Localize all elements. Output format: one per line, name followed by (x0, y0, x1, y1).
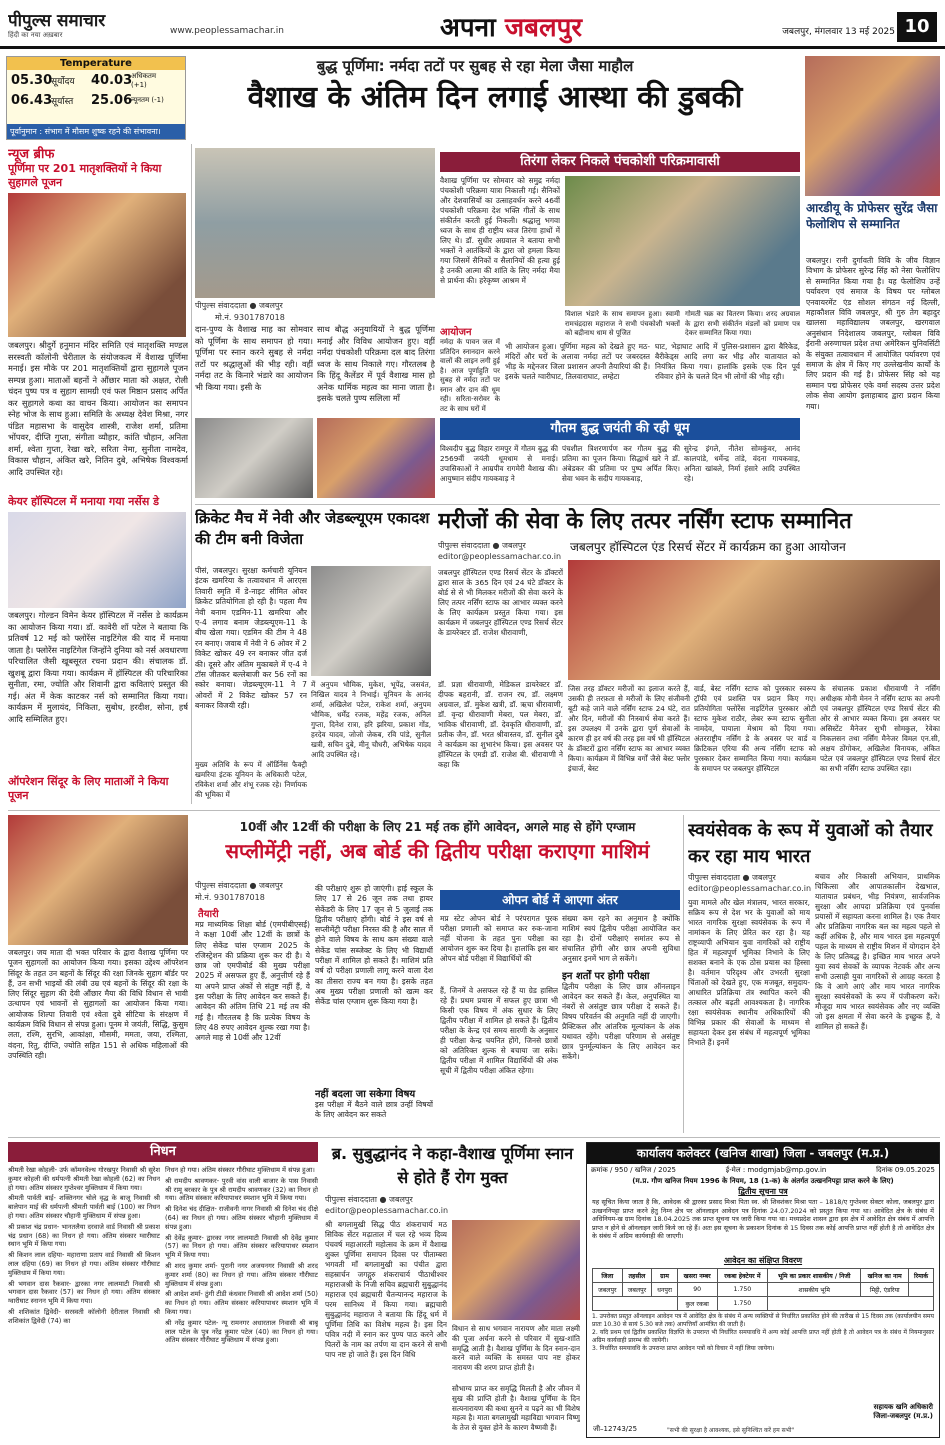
notice-footnote-1: 1. उपरोक्त प्रस्तुत ऑनलाइन आवेदन पत्र में आवेदित क्षेत्र के संबंध में अन्य व्यक्तियों से निर्धारित प्रकाशित होने की तारीख से 15 दिवस तक (कार्यालयीन समय प्रातः 10.30 से सायं 5.30 बजे तक) आपत्तियाँ आमंत्रित की जाती हैं। (592, 1313, 934, 1328)
tiranga-caption-1: विशाल भंडारे के साथ समापन हुआ। स्वामी रामचंद्रदास महाराज ने सभी पंचकोशी भक्तों को बद्रीनाथ धाम से पूजित (565, 310, 680, 337)
nursing-body-3: जिस तरह डॉक्टर मरीजों का इलाज करते हैं, उसकी ही तरफ़ता से मरीजों के लिए संजीवनी बूटी कहे जाने वाले नर्सिंग स्टाफ 24 घंटे, रात और दिन, मरीजों की निःस्वार्थ सेवा करते हैं। इस उपलक्ष्य में उनके द्वारा पूर्ण सेवाओं के कारण ही हर वर्ष की तरह इस वर्ष भी हॉस्पिटल के डॉक्टरों द्वारा नर्सिंग स्टाफ का आभार व्यक्त किया। कार्यक्रम में विभिन्न वर्गों जैसे बेस्ट फ्लोर इंचार्ज, बेस्ट (568, 684, 690, 773)
exam-body-2: की परीक्षाएं शुरू हो जाएंगी। हाई स्कूल के लिए 17 से 26 जून तक तथा हायर सेकेंडरी के लिए 17 जून से 5 जुलाई तक द्वितीय परीक्षाएं होंगी। बोर्ड ने इस वर्ष से सप्लीमेंट्री परीक्षा निरस्त की है और साल में होने वाले विषय के साथ कम संख्या वाले सेकेंड चांस सब्जेक्ट के लिए भी विद्यार्थी परीक्षा में शामिल हो सकते हैं। माशिमं प्रति वर्ष दो परीक्षा प्रणाली लागू करने वाला देश का तीसरा राज्य बन गया है। इसके तहत अब मुख्य परीक्षा प्रणाली को खत्म कर सेकेंड चांस एग्जाम शुरू किया गया है। (315, 884, 433, 1007)
notice-table-cell: मिट्टी, एंडरिया (861, 1283, 909, 1297)
section-city: जबलपुर (504, 13, 583, 43)
temperature-title: Temperature (7, 57, 185, 70)
obituary-item: श्री प्रकाश चंद्र प्रधान- भानतलैया दरवाजे वार्ड निवासी श्री प्रकाश चंद्र प्रधान (68) का निधन हो गया। अंतिम संस्कार ग्वारीघाट स्थान भूमि में किया गया। (8, 1222, 160, 1249)
brief1-body: जबलपुर। श्रीदुर्गे हनुमान मंदिर समिति एवं मातृशक्ति मण्डल सरस्वती कॉलोनी चेरीताल के संयोजकत्व में वैशाख पूर्णिमा मनाई। इस मौके पर 201 मातृशक्तियों द्वारा सुहागले पूजन सम्पन्न हुआ। माताओं बहनों ने औंछार माता को अक्षत, रोली चंदन पुष्प पत्र व सुहाग सामग्री एवं फल मिष्ठान प्रसाद अर्पित कर सुहागले कथा का वाचन किया। आयोजन का समापन स्नेह भोज के साथ हुआ। समिति के अध्यक्ष देवेश मिश्रा, नगर पंडित महासभा के वासुदेव शास्त्री, राजेश शर्मा, प्रतिमा भोंपवर, दीप्ति गुप्ता, संगीता व्यौहार, कांति चौहान, अनिता शर्मा, श्वेता गुप्ता, रेखा खरे, सरिता नेमा, सुनीता नामदेव, विकास चौहान, अंकित खरे, नितिन दुबे, अभिषेक विश्वकर्मा आदि उपस्थित रहे। (8, 340, 188, 477)
obituary-item: श्री शरद कुमार शर्मा- पुरानी नगर अजयनगर निवासी श्री शरद कुमार शर्मा (80) का निधन हो गया। अंतिम संस्कार गौरीघाट मुक्तिधाम में संपन्न हुआ। (165, 1261, 318, 1288)
collector-notice (586, 1142, 940, 1438)
brief3-body: जबलपुर। जय माता दी भक्त परिवार के द्वारा वैशाख पूर्णिमा पर पूजन सुहागलों का आयोजन किया गया। इसका उद्देश्य ऑपरेशन सिंदूर के तहत उन बहनों के सिंदूर की रक्षा जिनके सुहाग बॉर्डर पर हैं, उन सभी भाइयों की लंबी उम्र एवं बहनों के सिंदूर की रक्षा के लिए सिंदूर सुहाग की देवी औंछार मैया की विधि विधान से भावी उत्थापन एवं भावनों से सुहागलों का आयोजन किया गया। आयोजक शिल्पा तिवारी एवं श्वेता दुबे सीटिया के संरक्षण में कार्यक्रम विधि विधान से संपन्न हुआ। पूनम मे जयंती, सिद्धि, कुसुम लता, रश्मि, सुरभि, आकांक्षा, मौसमी, ममता, जया, रश्मिता, वंदना, रितु, दीप्ति, ज्योति सहित 151 से अधिक महिलाओं की उपस्थिति रही। (8, 948, 188, 1060)
notice-table-cell: 1.750 (717, 1283, 768, 1297)
obituary-item: श्री किशन लाल दहिया- महाराणा प्रताप वार्ड निवासी श्री किशन लाल दहिया (69) का निधन हो गया। अंतिम संस्कार गौरीघाट मुक्तिधाम में किया गया। (8, 1251, 160, 1277)
sunset-label: सूर्यास्त (51, 97, 74, 107)
notice-table (592, 1268, 934, 1311)
notice-total-empty (768, 1297, 934, 1311)
tiranga-caption-2: गोमती चक्र का वितरण किया। शरद अग्रवाल के द्वारा सभी संकीर्तन मंडलों को प्रमाण पत्र देकर सम्मानित किया गया। (685, 310, 800, 337)
exam-sub2: इन शर्तों पर होगी परीक्षा (562, 971, 650, 982)
notice-footnote-2: 2. यदि प्रथम एवं द्वितीय प्रकाशित विज्ञप्ति के उपरान्त भी निर्धारित समयावधि में अन्य कोई आपत्ति प्राप्त नहीं होती है तो आवेदन पत्र के संबंध में नियमानुसार अग्रिम कार्यवाही प्रारम्भ की जायेगी। (592, 1329, 934, 1344)
lead-body-3: नर्मदा के पावन जल में प्रतिदिन स्नानदान करने वालों की लाइन लगी हुई है। आज पूर्णाहुति पर सुबह से नर्मदा तटों पर स्नान और दान की धूम रही। सरिता-सरोवर के तट के साथ घरों में (440, 338, 500, 413)
notice-signatory-block (873, 1403, 933, 1421)
subudhanand-headline: ब्र. सुबुद्धानंद ने कहा-वैशाख पूर्णिमा स्नान से होते हैं रोग मुक्त (331, 1144, 574, 1187)
exam-taiyari: तैयारी (198, 909, 219, 920)
maybharat-credit: पीपुल्स संवाददाता ● जबलपुर (688, 873, 776, 882)
notice-table-header: जिला (593, 1269, 623, 1283)
section-title (440, 8, 620, 44)
header-rule (0, 46, 945, 49)
brief3-title: ऑपरेशन सिंदूर के लिए माताओं ने किया पूजन (8, 775, 169, 802)
lead-headline: वैशाख के अंतिम दिन लगाई आस्था की डुबकी (247, 80, 743, 115)
obituary-item: श्रीमती पार्वती बाई- शक्तिनगर चोले वृद्ध के बाजू निवासी श्री बालेपान माई की धर्मपत्नी श्रीमती पार्वती बाई (100) का निधन हो गया। अंतिम संस्कार चौहानी मुक्तिधाम में संपन्न हुआ। (8, 1194, 160, 1220)
notice-table-cell: शासकीय भूमि (768, 1283, 861, 1297)
exam-band: ओपन बोर्ड में आएगा अंतर (440, 890, 680, 910)
nursing-email[interactable]: editor@peoplessamachar.co.in (438, 552, 562, 561)
notice-ref: क्रमांक / 950 / खनिज / 2025 (591, 1166, 676, 1174)
notice-table-title: आवेदन का संक्षिप्त विवरण (723, 1256, 803, 1265)
exam-body-6: द्वितीय परीक्षा के लिए छात्र ऑनलाइन आवेदन कर सकते हैं। केल, अनुपस्थित या नंबरों से असंतुष्ट छात्र परीक्षा दे सकते हैं। विषय परिवर्तन की अनुमति नहीं दी जाएगी। प्रैक्टिकल और आंतरिक मूल्यांकन के अंक यथावत रहेंगे। परीक्षा परिणाम से असंतुष्ट छात्र पुनर्मूल्यांकन के लिए आवेदन कर सकेंगे। (562, 982, 680, 1061)
notice-tagline: "सभी की सुरक्षा है आवश्यक, इसे सुनिश्चित करें हम सभी" (667, 1427, 795, 1434)
notice-table-header: ग्राम (652, 1269, 678, 1283)
lead-kicker: बुद्ध पूर्णिमा: नर्मदा तटों पर सुबह से रहा मेला जैसा माहौल (316, 57, 634, 75)
divider (195, 504, 940, 505)
issue-date: जबलपुर, मंगलवार 13 मई 2025 (782, 27, 895, 37)
max-temp: 40.03 (91, 73, 133, 88)
nursing-body-5: के संचालक प्रकाश धीरावाणी ने नर्सिंग अधीक्षक मोनी मेनन ने नर्सिंग स्टाफ का अपनी एवं जबलपुर हॉस्पिटल एण्ड रिसर्च सेंटर की ओर से आभार व्यक्त किया। इस अवसर पर असिस्टेंट मैनेजर सुभी सोमकुल, रेवेका निकलसन तथा नर्सिंग मैनेजर विमल एन.सी, अक्षय ठोंगोकर, अखिलेश विनायक, अंकित पटेल एवं जबलपुर हॉस्पिटल एण्ड रिसर्च सेंटर का सभी नर्सिंग स्टाफ उपस्थित रहा। (820, 684, 940, 773)
gautam-body-1: विश्वदीप बुद्ध विहार रामपुर में गौतम बुद्ध की 2569वीं जयंती धूमधाम से मनाई। उपासिकाओं ने आम्रपीव रागमेरी वैशाख की। आयुष्मान संदीप गायकवाड़ ने (440, 444, 558, 483)
exam-mobile: मो.नं. 9301787018 (195, 893, 265, 902)
masthead-subtitle: हिंदी का नया अख़बार (8, 31, 63, 38)
professor-headline: आरडीयू के प्रोफेसर सुरेंद्र जैसा फेलोशिप से सम्मानित (806, 201, 938, 231)
brief2-title: केयर हॉस्पिटल में मनाया गया नर्सेस डे (8, 495, 159, 508)
notice-rule: (म.प्र. गौण खनिज नियम 1996 के नियम, 18 (1-क) के अंतर्गत उत्खननिपट्टा प्राप्त करने के लिए) (632, 1177, 894, 1185)
sunrise-label: सूर्योदय (51, 77, 75, 87)
notice-total-label: कुल रकबा (677, 1297, 717, 1311)
brief2-body: जबलपुर। गोल्डन विमेन केयर हॉस्पिटल में नर्सेस डे कार्यक्रम का आयोजन किया गया। डॉ. कावेरी शॉ पटेल ने बताया कि प्रतिवर्ष 12 मई को फ्लोरेंस नाइटिंगेल की याद में मनाया जाता है। फ्लोरेंस नाइटिंगेल जिन्होंने दुनिया को नर्स अवधारणा परिचालित जैसी खूबसूरत रचना प्रदान की। संचालक डॉ. खुशबू द्वारा किया गया। कार्यक्रम में हॉस्पिटल की परिचारिका सुनीता, रमा, ज्योति और शिवानी द्वारा कविताएं प्रस्तुत की गई। अंत में केक काटकर नर्स को सम्मानित किया गया। कार्यक्रम में मुलायंद, निकिता, सुबोध, हरदीश, सोना, हर्ष आदि सम्मिलित हुए। (8, 610, 188, 724)
exam-sub1-body: इस परीक्षा में बैठने वाले छात्र उन्हीं विषयों के लिए आवेदन कर सकते (315, 1100, 433, 1120)
temperature-box (6, 56, 186, 140)
exam-credit: पीपुल्स संवाददाता ● जबलपुर (195, 881, 283, 890)
cricket-caption: में अनुपम भौमिक, मुकेश, भूपेंद्र, जसवंत, निखिल यादव ने निभाई। यूनियन के आनंद शर्मा, अखिलेश पटेल, राकेश शर्मा, अनुपम भौमिक, धर्मेंद्र रजक, महेंद्र रजक, अनिल गुप्ता, दिनेश रात्रा, हरि झरिया, प्रकाश गोंड, हरदेव यादव, जोजो जेकब, रवि पांडे, सुनील खत्री, सचिन दुबे, मीनू चौधरी, अभिषेक यादव आदि उपस्थित रहे। (311, 680, 431, 759)
notice-code: जी–12743/25 (593, 1425, 638, 1433)
lead-body-2: साथ बौद्ध अनुयायियों ने बुद्ध पूर्णिमा मनाई और विविध आयोजन हुए। वहीं नर्मदा पंचकोशी परिक्रमा दल बाद तिरंगा ध्वज के साथ निकाले गए। गौरतलब है कि हिंदू कैलेंडर में पूर्व वैशाख मास हो अनेक धार्मिक महत्व का माना जाता है। इसके चलते पुण्य सलिला माँ (317, 324, 435, 403)
lead-body-1: दान-पुण्य के वैशाख माह का सोमवार को पूर्णिमा के साथ समापन हो गया। पूर्णिमा पर स्नान करने सुबह से नर्मदा तटों पर श्रद्धालुओं की भीड़ रही। वहीं नर्मदा तट के किनारे भंडारे का आयोजन भी किया गया। इसी के (195, 324, 313, 392)
nursing-headline: मरीजों की सेवा के लिए तत्पर नर्सिंग स्टाफ सम्मानित (438, 509, 852, 534)
news-brief-label: न्यूज ब्रीफ (8, 147, 55, 162)
exam-body-3: मप्र स्टेट ओपन बोर्ड ने परंपरागत पूरक परीक्षा प्रणाली को समाप्त कर रुक-जाना नहीं योजना के तहत पुनः परीक्षा का आयोजन शुरू कर दिया है। हालांकि इस बार ओपन बोर्ड परीक्षा में विद्यार्थियों की (440, 914, 558, 963)
subudhanand-photo (452, 1220, 580, 1320)
lead-photo-bathing (195, 148, 435, 298)
lead-photo-meeting (195, 418, 313, 498)
sunrise-time: 05.30 (11, 73, 53, 88)
notice-title: कार्यालय कलेक्टर (खनिज शाखा) जिला - जबलपुर (म.प्र.) (587, 1143, 939, 1164)
divider (8, 810, 940, 811)
obituary-title: निधन (8, 1142, 318, 1162)
subudhanand-body-2: विधान से साथ भगवान नारायण और माता लक्ष्मी की पूजा अर्चना करने से परिवार में सुख-शांति समृद्धि आती है। वैशाख पूर्णिमा के दिन स्नान-दान करने वाले व्यक्ति के समस्त पाप नष्ट होकर नारायण की शरण प्राप्त होती है। (452, 1324, 580, 1373)
obituary-item: श्रीमती रेखा कोहली- उर्फ कॉमनवेल्थ गोरखपुर निवासी श्री सुरेश कुमार कोहली की धर्मपत्नी श्रीमती रेखा कोहली (62) का निधन हो गया। अंतिम संस्कार गुप्तेश्वर मुक्तिधाम में किया गया। (8, 1166, 160, 1192)
gautam-body-2: पंचशील त्रिशरणार्पण कर गौतम बुद्ध की प्रतिमा का पूजन किया। सिद्धार्थ खरे ने डॉ. अंबेडकर की प्रतिमा पर पुष्प अर्पित किए। सेवा भवन के सदीप गायकवाड़, (562, 444, 680, 483)
aayojan-label: आयोजन (440, 327, 472, 338)
divider (683, 815, 684, 1133)
notice-table-header: खनिज का नाम (861, 1269, 909, 1283)
notice-table-header: खसरा नम्बर (677, 1269, 717, 1283)
cricket-body-1: पीसं, जबलपुर। सुरक्षा कर्मचारी यूनियन इंटक खमरिया के तत्वावधान में आरएस तिवारी स्मृति में डे-नाइट सीमित ओवर क्रिकेट प्रतियोगिता हो रही है। पहला मैच नेवी बनाम एडमिन-11 खमरिया और ए-4 लगाव बनाम जेडब्ल्यूएम-11 के बीच खेला गया। एडमिन की टीम ने 48 रन बनाए। जवाब में नेवी ने 6 ओवर में 2 विकेट खोकर 49 रन बनाकर जीत दर्ज की। दूसरे और अंतिम मुकाबले में ए-4 ने टॉस जीतकर बल्लेबाजी कर 56 रनों का स्कोर बनाया। जेडब्ल्यूएम-11 ने 7 ओवरों में 2 विकेट खोकर 57 रन बनाकर विजयी रही। (195, 566, 307, 711)
cricket-body-2: मुख्य अतिथि के रूप में ऑर्डिनेंस फैक्ट्री खमरिया इंटक यूनियन के अधिकारी पटेल, रविकेश शर्मा और शंभू रजक रहे। निर्णायक की भूमिका में (195, 760, 307, 799)
subudhanand-body-1: श्री बगलामुखी सिद्ध पीठ शंकराचार्य मठ सिविक सेंटर मढ़ाताल में चल रहे भव्य दिव्य पंचवर्ष महाआरती महोत्सव के क्रम में वैशाख शुक्ल पूर्णिमा समापन दिवस पर पीताम्बरा भगवती माँ बगलामुखी का पंचीत द्वारा सहस्रार्चन जगद्गुरु शंकराचार्य पीठाधीश्वर महाराजश्री के निजी सचिव ब्रह्मचारी सुबुद्धानंद महाराज एवं ब्रह्मचारी चैतन्यानन्द महाराज के परम सानिध्य में किया गया। ब्रह्मचारी सुबुद्धानंद महाराज ने बताया कि हिंदू धर्म में पूर्णिमा तिथि का विशेष महत्व है। इस दिन पवित्र नदी में स्नान कर पुण्य पाठ करने और पितरों के नाम का तर्पण या दान करने से सभी पाप नष्ट हो जाते हैं। इस दिन विधि (325, 1220, 447, 1359)
cricket-photo (311, 566, 431, 676)
tiranga-band: तिरंगा लेकर निकले पंचकोशी परिक्रमावासी (440, 152, 800, 172)
exam-sub1: नहीं बदला जा सकेगा विषय (315, 1089, 416, 1100)
website[interactable]: www.peoplessamachar.in (170, 26, 284, 36)
tiranga-body-b: भी आयोजन हुआ। पूर्णिमा महत्व को देखते हुए मठ-मंदिरों और घरों के अलावा नर्मदा तटों पर जबरदस्त भीड़ के मद्देनजर जिला प्रशासन अपनी तैयारियां की हैं। इसके चलते ग्वारीघाट, तिलवाराघाट, लम्हेटा (505, 342, 650, 381)
nursing-credit: पीपुल्स संवाददाता ● जबलपुर (438, 541, 526, 550)
subudhanand-body-3: सौभाग्य प्राप्त कर समृद्धि मिलती है और जीवन में सुख की प्राप्ति होती है। वैशाख पूर्णिमा के दिन सत्यनारायण की कथा सुनने व पढ़ने का भी विशेष महत्व है। माता बगलामुखी महाविद्या भगवान विष्णु के तेज से युक्त होने के कारण वैष्णवी हैं। (452, 1384, 580, 1433)
forecast: पूर्वानुमान : संभाग में मौसम शुष्क रहने की संभावना। (7, 124, 185, 139)
lead-photo-puja (317, 418, 435, 498)
exam-body-5: संख्या कम रहने का अनुमान है क्योंकि माशिमं स्वयं द्वितीय परीक्षा आयोजित कर रहा है। दोनों परीक्षाएं समांतर रूप से संचालित होंगी और छात्र अपनी सुविधा अनुसार इनमें भाग ले सकेंगे। (562, 914, 680, 963)
obituary-item: श्री नरेंद्र कुमार पटेल- न्यू रामनगर अधारताल निवासी श्री बाबू लाल पटेल के पुत्र नरेंद्र कुमार पटेल (40) का निधन हो गया। अंतिम संस्कार गौरीघाट मुक्तिधाम में संपन्न हुआ। (165, 1318, 318, 1345)
notice-table-cell: जबलपुर (593, 1283, 623, 1297)
maybharat-headline: स्वयंसेवक के रूप में युवाओं को तैयार कर रहा माय भारत (688, 820, 933, 867)
notice-signatory: सहायक खनि अधिकारी (873, 1403, 933, 1411)
cricket-headline: क्रिकेट मैच में नेवी और जेडब्ल्यूएम एकादश की टीम बनी विजेता (195, 509, 430, 548)
nursing-body-2: डॉ. प्रज्ञा धीरावाणी, मेडिकल डायरेक्टर डॉ. दीपक बहरानी, डॉ. राजन रघ, डॉ. लक्ष्मण अग्रवाल, डॉ. मुकेश खत्री, डॉ. ऋचा धीरावाणी, डॉ. वृन्दा धीरावाणी मेबरा, पल मेबरा, डॉ. भाविक धीरावाणी, डॉ. देवकृति धीरावाणी, डॉ. प्रतीक जैन, डॉ. भरत श्रीवास्तव, डॉ. सुनील दुबे ने कार्यक्रम का शुभारंभ किया। इस अवसर पर हॉस्पिटल के एमडी डॉ. राजेश बी. धीरावाणी ने कहा कि (438, 680, 563, 769)
notice-subtitle: द्वितीय सूचना पत्र (738, 1187, 788, 1196)
masthead (8, 8, 168, 38)
notice-table-cell: 90 (677, 1283, 717, 1297)
notice-total-empty (593, 1297, 678, 1311)
nursing-body-4: वार्ड, बेस्ट नर्सिंग स्टाफ को पुरस्कार स्वरूप ट्रॉफी एवं प्रशस्ति पत्र प्रदान किए गए। प्रतियोगिता फ्लोरेंस नाइटिंगेल पुरस्कार ओटी स्टाफ मुकेश राठौर, लेबर रूम स्टाफ सुनीता नामदेव, पायाला मेश्राम को दिया गया। अंतरराष्ट्रीय नर्सिंग डे के अवसर पर वार्ड व क्रिटिकल एरिया की अन्य नर्सिंग स्टाफ को पुरस्कार देकर सम्मानित किया गया। कार्यक्रम के समापन पर जबलपुर हॉस्पिटल (694, 684, 816, 773)
brief3-photo (8, 815, 188, 945)
gautam-body-3: सुरेन्द्र इंगले, नीतेश सोमकुंवर, आनंद कालपांडे, धर्मेन्द्र तांडे, वंदना गायकवाड़, अनिता खांबले, निर्मा हंसारे आदि उपस्थित रहे। (684, 444, 800, 483)
min-label: न्यूनतम (-1) (131, 96, 164, 104)
lead-photo-strip (195, 418, 435, 498)
brief1-photo (8, 193, 186, 337)
obituary-item: श्री शशिकांत द्विवेदी- सरस्वती कॉलोनी देरीताल निवासी श्री शशिकांत द्विवेदी (74) का (8, 1307, 160, 1325)
subudhanand-email[interactable]: editor@peoplessamachar.co.in (325, 1206, 449, 1215)
nursing-photo (568, 560, 940, 680)
notice-date: दिनांक 09.05.2025 (876, 1166, 935, 1174)
divider (191, 144, 192, 804)
divider (8, 1137, 940, 1138)
tiranga-photo (565, 176, 800, 306)
obituary-item: श्री आदेश शर्मा- ठुंगी टीडी कंधवार निवासी श्री आदेश शर्मा (50) का निधन हो गया। अंतिम संस्कार करियापाथर स्मशान भूमि में किया गया। (165, 1290, 318, 1316)
notice-email[interactable]: ई-मेल : modgmjab@mp.gov.in (725, 1166, 827, 1174)
notice-footnote-3: 3. निर्धारित समयावधि के उपरान्त प्राप्त आवेदन पत्रों को विचार में नहीं लिया जायेगा। (592, 1345, 775, 1352)
nursing-body-1: जबलपुर हॉस्पिटल एण्ड रिसर्च सेंटर के डॉक्टरों द्वारा साल के 365 दिन एवं 24 घंटे डॉक्टर के बोर्ड से से भी मिलकर मरीजों की सेवा करने के लिए तत्पर नर्सिंग स्टाफ का आभार व्यक्त करने के लिए कार्यक्रम प्रस्तुत किया गया। इस कार्यक्रम में जबलपुर हॉस्पिटल एण्ड रिसर्च सेंटर के डायरेक्टर डॉ. राजेश धीरावाणी, (438, 568, 563, 637)
tiranga-body-c: घाट, भेड़ाघाट आदि में पुलिस-प्रशासन द्वारा बैरिकेड, बैरीकेड्स आदि लगा कर भीड़ और यातायात को नियंत्रित किया गया। हालांकि इसके एक दिन पूर्व रविवार होने के चलते दिन भी लोगों की भीड़ रही। (655, 342, 800, 381)
sunset-time: 06.43 (11, 93, 53, 108)
subudhanand-credit: पीपुल्स संवाददाता ● जबलपुर (325, 1195, 413, 1204)
tiranga-body: वैशाख पूर्णिमा पर सोमवार को समुद्र नर्मदा पंचकोशी परिक्रमा यात्रा निकाली गई। सैनिकों और देशवासियों का उत्साहवर्धन करने 46वीं पंचकोशी परिक्रमा देश भक्ति गीतों के साथ संकीर्तन करती हुई निकली। श्रद्धालु भगवा ध्वज के साथ ही राष्ट्रीय ध्वज तिरंगा हाथों में लिए थे। डॉ. सुधीर अग्रवाल ने बताया सभी भक्तों ने आतंकियों के द्वारा जो हमला किया गया जिसमें सैनिकों व सैलानियों की हत्या हुई है उनकी आत्मा की शांति के लिए नर्मदा मैया से प्रार्थना की। हरेकृष्ण आश्रम में (440, 176, 560, 285)
notice-table-cell: जबलपुर (622, 1283, 652, 1297)
obituary-column-1 (8, 1166, 160, 1438)
notice-body: यह सूचित किया जाता है कि, आवेदक श्री द्वारका प्रसाद मिश्रा पिता स्व. श्री शिवशंकर मिश्रा पता – 1818/ए गुप्तेश्वर सेक्टर कोला, जबलपुर द्वारा उत्खननिपट्टा प्राप्त करने हेतु निम्न क्षेत्र पर ऑनलाइन आवेदन पत्र दिनांक 24.07.2024 को प्रस्तुत किया गया था। आवेदित क्षेत्र के संबंध में अधिनियम-ख ग्राम दिनांक 18.04.2025 तक प्राप्त सूचना पत्र जारी किया गया था। मध्यप्रदेश शासन द्वारा इस क्षेत्र में आवेदित क्षेत्र संबंध में आपत्ति प्राप्त न होने से ऑनलाइन जारी किये जा रहे हैं। अतः इस सूचना के प्रकाशन दिनांक से 15 दिवस तक कोई आपत्ति प्राप्त नहीं होती है तो आवेदित क्षेत्र के संबंध में अग्रिम कार्यवाही की जाएगी। (592, 1198, 934, 1241)
max-label: अधिकतम (+1) (131, 72, 157, 89)
exam-body-1: मप्र माध्यमिक शिक्षा बोर्ड (एमपीबीएसई) ने कक्षा 10वीं और 12वीं के छात्रों के लिए सेकेंड चांस एग्जाम 2025 के रजिस्ट्रेशन की प्रक्रिया शुरू कर दी है। ये छात्र जो एमपीबोर्ड की मुख्य परीक्षा 2025 में असफल हुए हैं, अनुत्तीर्ण रहे हैं या अपने प्राप्त अंकों से संतुष्ट नहीं हैं, वे इस परीक्षा के लिए आवेदन कर सकते हैं। आवेदन की अंतिम तिथि 21 मई तय की गई है। गौरतलब है कि प्रत्येक विषय के लिए 48 रुपए आवेदन शुल्क रखा गया है। अगले माह से 10वीं और 12वीं (195, 920, 310, 1043)
notice-table-cell (909, 1283, 934, 1297)
brief2-photo (8, 512, 186, 608)
notice-total-value: 1.750 (717, 1297, 768, 1311)
professor-body: जबलपुर। रानी दुर्गावती विवि के जीव विज्ञान विभाग के प्रोफेसर सुरेन्द्र सिंह को नेसा फेलोशिप से सम्मानित किया गया है। यह फेलोशिप उन्हें पर्यावरण एवं समाज के विषय पर ग्लोबल एनवायरमेंट एंड सोशल संगठन नई दिल्ली, महाकौशल विवि जबलपुर, श्री गुरु तेग बहादुर खालसा महाविद्यालय जबलपुर, खरगवाल अनुसंधान निदेशालय जबलपुर, ग्लोबल विवि ईरानी अरुणाचल प्रदेश तथा अमेरिकन युनिवर्सिटी के संयुक्त तत्वावधान में आयोजित पर्यावरण एवं समाज के क्षेत्र में किए गए उल्लेखनीय कार्यों के लिए प्रदान की गई है। प्रोफेसर सिंह को यह सम्मान पद्म प्रोफेसर एके वर्मा सदस्य उत्तर प्रदेश लोक सेवा आयोग इलाहाबाद द्वारा प्रदान किया गया। (806, 256, 940, 411)
lead-credit: पीपुल्स संवाददाता ● जबलपुर (195, 301, 283, 310)
notice-table-header: रिमार्क (909, 1269, 934, 1283)
obituary-item: श्री दिनेश चंद दीक्षित- राजीवनी नागर निवासी श्री दिनेश चंद दीक्षे (64) का निधन हो गया। अंतिम संस्कार चौहानी मुक्तिधाम में संपन्न हुआ। (165, 1205, 318, 1231)
lead-photo-award (805, 56, 940, 196)
exam-body-4: हैं, जिनमें वे असफल रहे हैं या ग्रेड हासिल रहे हैं। प्रथम प्रयास में सफल हुए छात्रा भी किसी एक विषय में अंक सुधार के लिए द्वितीय परीक्षा में शामिल हो सकते हैं। द्वितीय परीक्षा के केन्द्र एवं समय सारणी के अनुसार ही परीक्षा केन्द्र चयनित होंगे, जिनसे छात्रों को अतिरिक्त शुल्क से बचाया जा सके। द्वितीय परीक्षा में शामिल विद्यार्थियों की अंक सूची में द्वितीय परीक्षा अंकित रहेगा। (440, 986, 558, 1075)
notice-table-cell: धनपुरा (652, 1283, 678, 1297)
min-temp: 25.06 (91, 93, 133, 108)
section-prefix: अपना (440, 13, 505, 43)
brief1-title: पूर्णिमा पर 201 मातृशक्तियों ने किया सुहागले पूजन (8, 162, 162, 189)
obituary-item: निधन हो गया। अंतिम संस्कार गौरीघाट मुक्तिधाम में संपन्न हुआ। (165, 1166, 315, 1174)
maybharat-body-1: युवा मामले और खेल मंत्रालय, भारत सरकार, सक्रिय रूप से देश भर के युवाओं को माय भारत नागरिक सुरक्षा स्वयंसेवक के रूप में नामांकन के लिए प्रेरित कर रहा है। यह राष्ट्रव्यापी अभियान युवा नागरिकों को राष्ट्रीय हित में महत्वपूर्ण भूमिका निभाने के लिए सशक्त बनाने के एक ठोस प्रयास का हिस्सा है। वर्तमान परिदृश्य और उभरती सुरक्षा चिंताओं को देखते हुए, एक मजबूत, समुदाय-आधारित प्रतिक्रिया तंत्र स्थापित करने की तत्काल और बढ़ती आवश्यकता है। नागरिक रक्षा स्वयंसेवक स्थानीय अधिकारियों की विभिन्न प्रकार की सेवाओं के माध्यम से सहायता देकर इस संबंध में महत्वपूर्ण भूमिका निभाते हैं। इनमें (688, 898, 810, 1047)
obituary-item: श्री रामदीप श्रावणकर- पुरवी वांस वाली बाजार के पास निवासी श्री रामू बरकार के पुत्र श्री रामदीप श्रावणकर (32) का निधन हो गया। अंतिम संस्कार करियापाथर स्मशान भूमि में किया गया। (165, 1176, 318, 1203)
notice-table-header: तहसील (622, 1269, 652, 1283)
maybharat-body-2: बचाव और निकासी अभियान, प्राथमिक चिकित्सा और आपातकालीन देखभाल, यातायात प्रबंधन, भीड़ नियंत्रण, सार्वजनिक सुरक्षा और आपदा प्रतिक्रिया एवं पुनर्वास प्रयासों में सहायता करना शामिल है। एक तैयार और प्रतिक्रिया नागरिक बल का महत्व पहले से कहीं अधिक है, और माय भारत इस महत्वपूर्ण पहल के माध्यम से राष्ट्रीय मिशन में योगदान देने के लिए प्रतिबद्ध है। इच्छित माय भारत अपने युवा स्वयं सेवकों के व्यापक नेटवर्क और अन्य सभी उत्साही युवा नागरिकों से आग्रह करता है कि वे आगे आएं और माय भारत नागरिक सुरक्षा स्वयंसेवकों के रूप में पंजीकरण करें। मौजूदा माय भारत स्वयंसेवक और नए व्यक्ति जो इस क्षमता में सेवा करने के इच्छुक हैं, वे शामिल हो सकते हैं। (815, 872, 940, 1031)
gautam-band: गौतम बुद्ध जयंती की रही धूम (440, 418, 800, 440)
exam-kicker: 10वीं और 12वीं की परीक्षा के लिए 21 मई तक होंगे आवेदन, अगले माह से होंगे एग्जाम (239, 820, 636, 834)
nursing-subhead: जबलपुर हॉस्पिटल एंड रिसर्च सेंटर में कार्यक्रम का हुआ आयोजन (570, 540, 846, 554)
obituary-column-2 (165, 1166, 318, 1438)
maybharat-email[interactable]: editor@peoplessamachar.co.in (688, 884, 812, 893)
notice-table-header: रकबा हेक्टेयर में (717, 1269, 768, 1283)
masthead-title: पीपुल्स समाचार (8, 11, 106, 31)
exam-headline: सप्लीमेंट्री नहीं, अब बोर्ड की द्वितीय परीक्षा कराएगा माशिमं (225, 839, 650, 863)
notice-signatory-place: जिला-जबलपुर (म.प्र.) (873, 1412, 933, 1420)
lead-mobile: मो.नं. 9301787018 (215, 313, 285, 322)
notice-table-header: भूमि का प्रकार शासकीय / निजी (768, 1269, 861, 1283)
obituary-item: श्री देवेंद्र कुमार- द्वारका नगर लालमाटी निवासी श्री देवेंद्र कुमार (57) का निधन हो गया। अंतिम संस्कार करियापाथर स्मशान भूमि में किया गया। (165, 1233, 318, 1260)
page-number: 10 (897, 12, 937, 42)
obituary-item: श्री भगवान दास रैकवार- द्वारका नगर लालमाटी निवासी श्री भगवान दास रैकवार (57) का निधन हो गया। अंतिम संस्कार ग्वारीघाट स्नानन भूमि में किया गया। (8, 1279, 160, 1306)
